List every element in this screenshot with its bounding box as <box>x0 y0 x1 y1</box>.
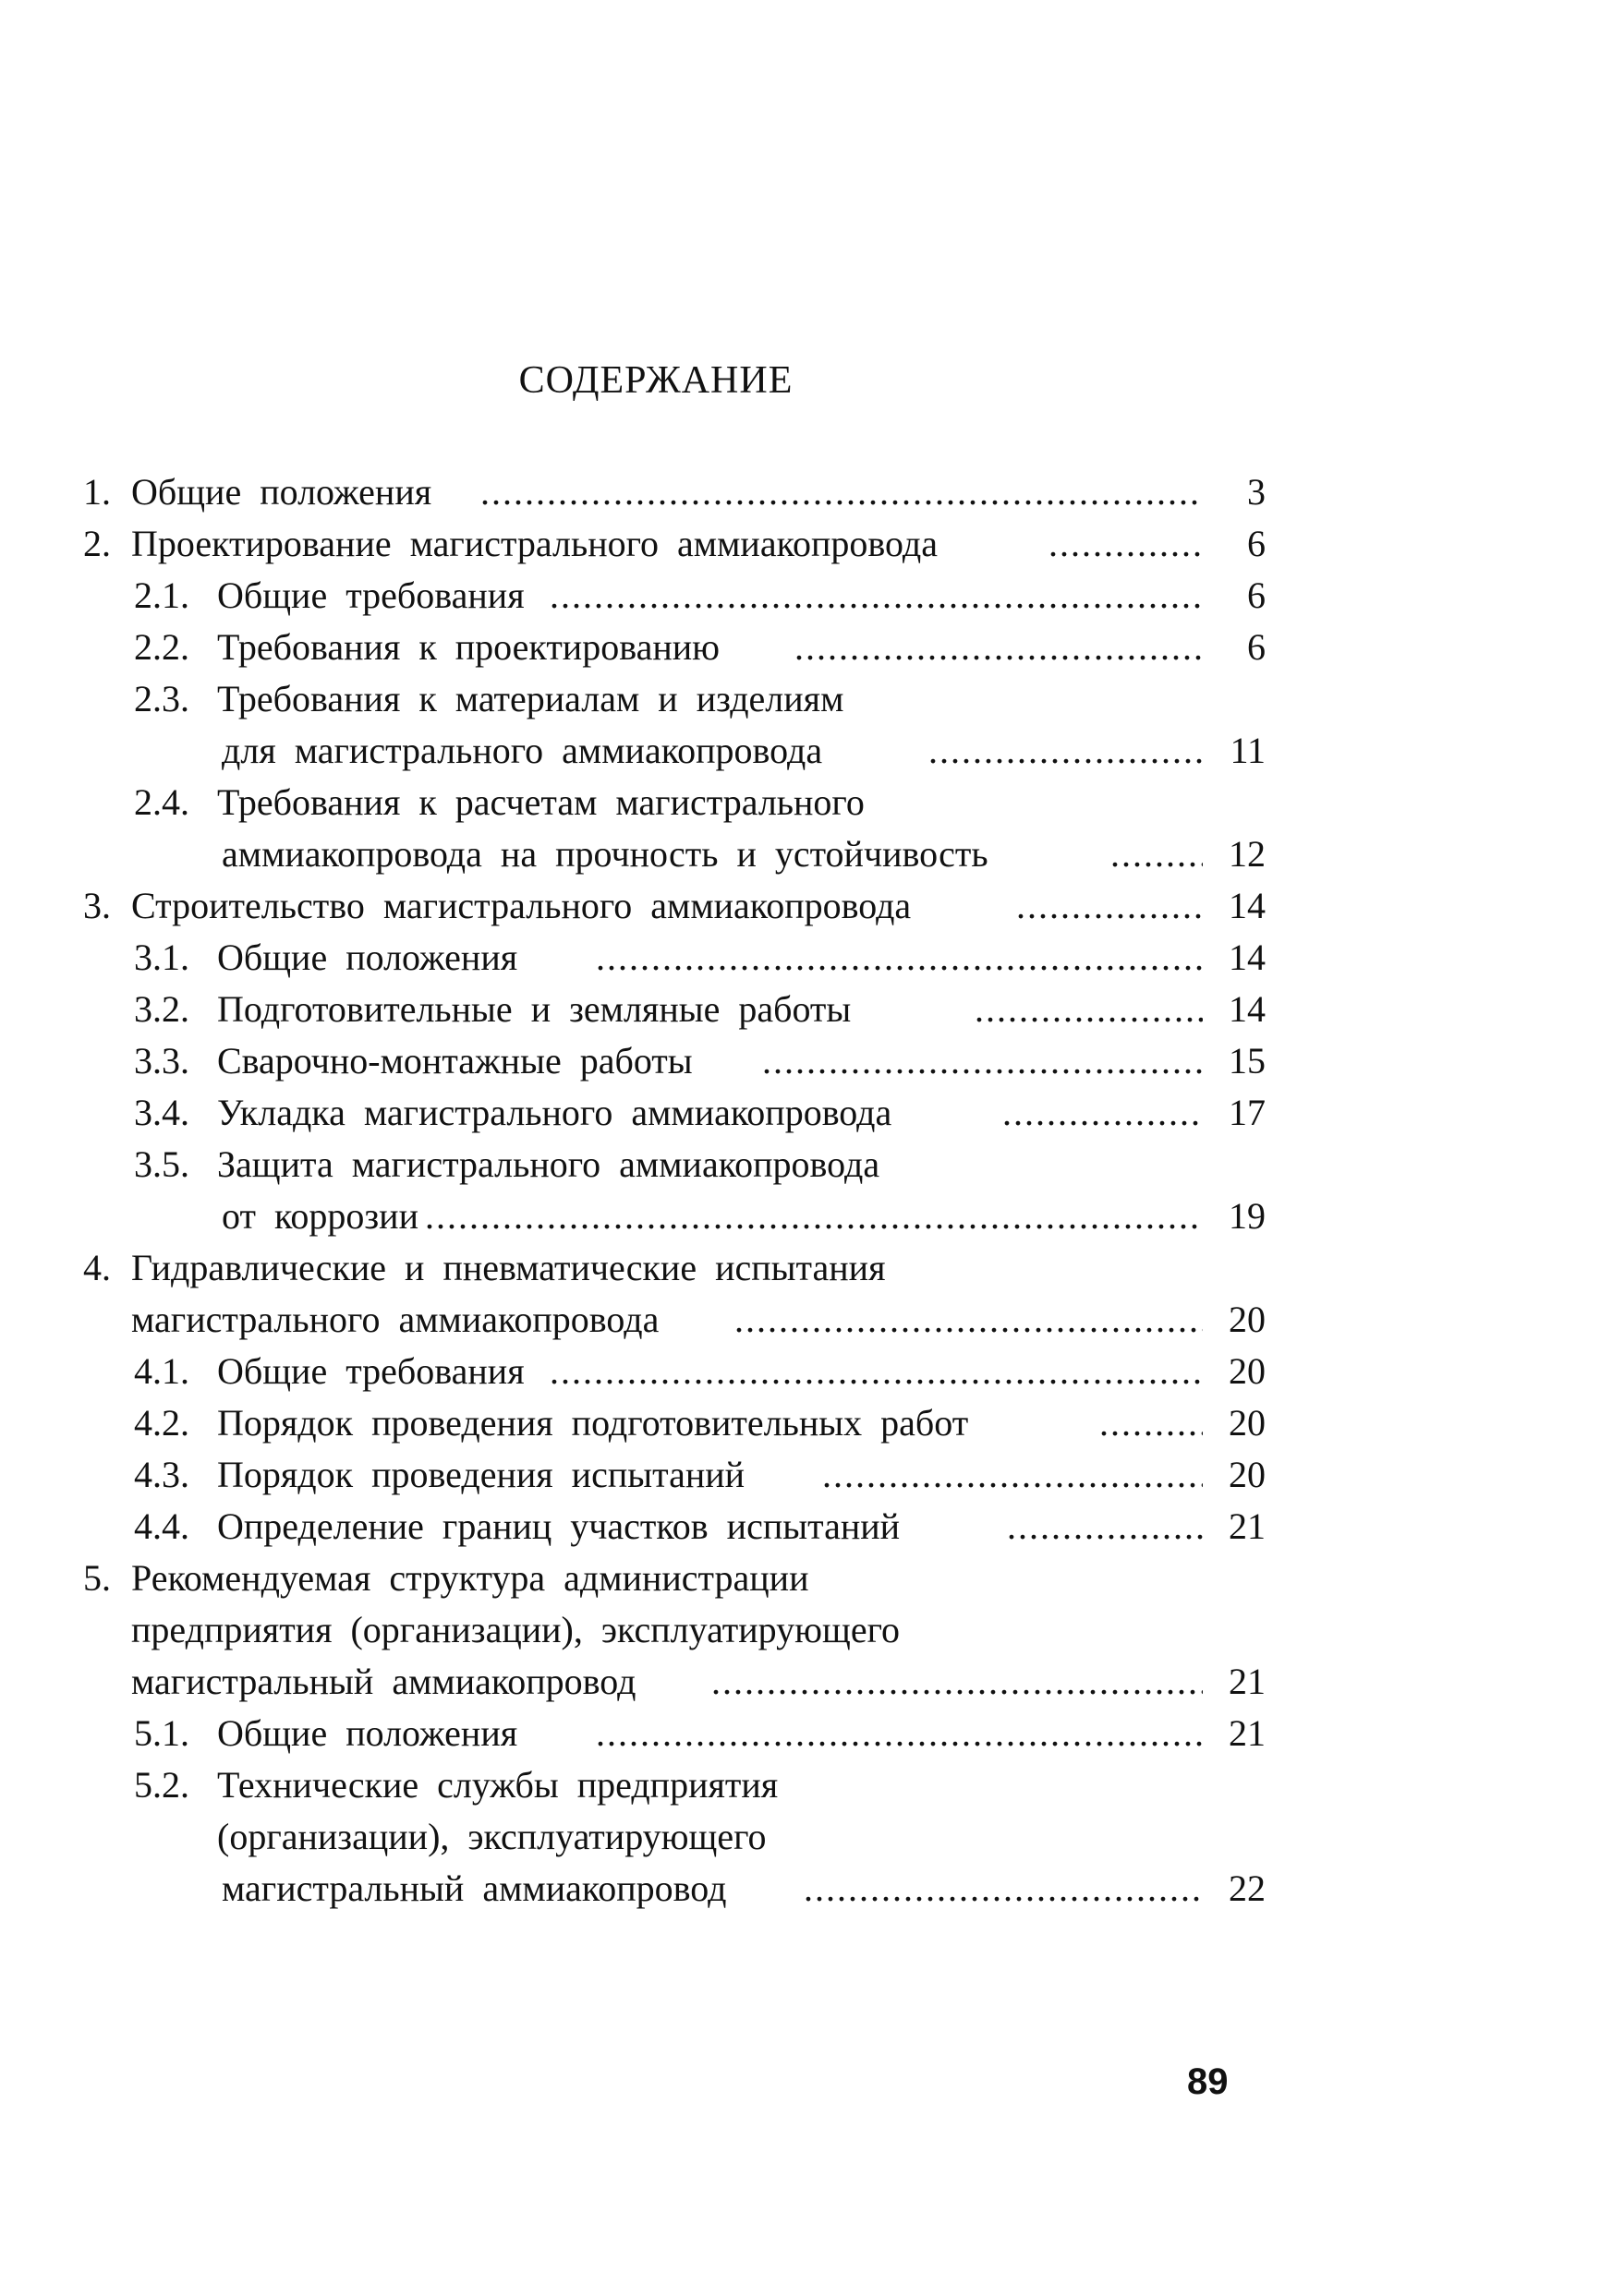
toc-leader-dots <box>480 466 1203 518</box>
toc-entry-3-4 <box>83 1087 1266 1139</box>
toc-entry-title-cont: от коррозии <box>222 1195 418 1237</box>
toc-entry-2-3 <box>83 673 1266 725</box>
toc-leader-dots <box>734 1294 1203 1346</box>
toc-entry-title-mid: предприятия (организации), эксплуатирующего <box>131 1609 900 1650</box>
toc-entry-page: 20 <box>1229 1350 1266 1392</box>
toc-entry-number: 5.2. <box>134 1764 189 1806</box>
toc-entry-number: 3.1. <box>134 937 189 978</box>
toc-leader-dots <box>1048 518 1203 570</box>
toc-leader-dots <box>1110 828 1203 880</box>
toc-entry-page: 6 <box>1247 523 1266 564</box>
toc-leader-dots <box>762 1035 1203 1087</box>
toc-entry-page: 15 <box>1229 1040 1266 1082</box>
toc-entry-title: Защита магистрального аммиакопровода <box>217 1143 880 1185</box>
toc-entry-number: 4.4. <box>134 1505 189 1547</box>
toc-leader-dots <box>804 1863 1203 1915</box>
toc-entry-2-1 <box>83 570 1266 622</box>
toc-entry-number: 2. <box>83 523 111 564</box>
toc-entry-2-4 <box>83 777 1266 828</box>
toc-entry-page: 20 <box>1229 1299 1266 1340</box>
toc-entry-title: Порядок проведения подготовительных работ <box>217 1402 969 1444</box>
toc-entry-title: Определение границ участков испытаний <box>217 1505 901 1547</box>
toc-entry-4-3 <box>83 1449 1266 1501</box>
toc-entry-number: 4. <box>83 1247 111 1288</box>
toc-entry-number: 3.3. <box>134 1040 189 1082</box>
toc-entry-title: Сварочно-монтажные работы <box>217 1040 693 1082</box>
toc-entry-number: 5.1. <box>134 1712 189 1754</box>
toc-entry-title: Технические службы предприятия <box>217 1764 779 1806</box>
toc-entry-title: Требования к расчетам магистрального <box>217 781 865 823</box>
toc-entry-title: Требования к материалам и изделиям <box>217 678 844 719</box>
toc-leader-dots <box>596 1708 1203 1759</box>
toc-entry-5 <box>83 1553 1266 1604</box>
toc-leader-dots <box>1007 1501 1203 1553</box>
toc-leader-dots <box>1002 1087 1203 1139</box>
toc-entry-title: Проектирование магистрального аммиакопровода <box>131 523 938 564</box>
toc-leader-dots <box>550 1346 1203 1397</box>
toc-entry-2-4-cont <box>83 828 1266 880</box>
toc-entry-title: Общие требования <box>217 574 525 616</box>
toc-entry-number: 2.2. <box>134 626 189 668</box>
toc-entry-page: 20 <box>1229 1402 1266 1444</box>
toc-entry-title: Рекомендуемая структура администрации <box>131 1557 809 1599</box>
toc-entry-title: Укладка магистрального аммиакопровода <box>217 1092 892 1133</box>
toc-leader-dots <box>1016 880 1203 932</box>
toc-entry-title-cont: для магистрального аммиакопровода <box>222 730 823 771</box>
toc-entry-number: 4.3. <box>134 1454 189 1495</box>
toc-entry-3-5-cont <box>83 1190 1266 1242</box>
toc-entry-title-cont: магистральный аммиакопровод <box>131 1661 636 1702</box>
toc-entry-number: 4.1. <box>134 1350 189 1392</box>
toc-entry-5-2-mid <box>83 1811 1266 1863</box>
toc-entry-title: Гидравлические и пневматические испытания <box>131 1247 886 1288</box>
toc-entry-5-cont <box>83 1656 1266 1708</box>
toc-entry-title-cont: магистрального аммиакопровода <box>131 1299 660 1340</box>
toc-entry-title: Строительство магистрального аммиакопровода <box>131 885 912 926</box>
toc-entry-3-3 <box>83 1035 1266 1087</box>
toc-entry-number: 1. <box>83 471 111 513</box>
toc-leader-dots <box>550 570 1203 622</box>
toc-entry-page: 3 <box>1247 471 1266 513</box>
toc-entry-number: 2.3. <box>134 678 189 719</box>
toc-entry-number: 3.5. <box>134 1143 189 1185</box>
toc-entry-page: 14 <box>1229 885 1266 926</box>
toc-entry-3-5 <box>83 1139 1266 1190</box>
toc-leader-dots <box>822 1449 1203 1501</box>
toc-entry-number: 2.4. <box>134 781 189 823</box>
toc-leader-dots <box>425 1190 1203 1242</box>
toc-entry-title-mid: (организации), эксплуатирующего <box>217 1816 767 1857</box>
toc-entry-2-3-cont <box>83 725 1266 777</box>
toc-entry-5-1 <box>83 1708 1266 1759</box>
toc-entry-4-2 <box>83 1397 1266 1449</box>
toc-entry-title: Требования к проектированию <box>217 626 721 668</box>
toc-leader-dots <box>794 622 1203 673</box>
toc-entry-title: Подготовительные и земляные работы <box>217 988 852 1030</box>
toc-entry-2-2 <box>83 622 1266 673</box>
toc-entry-3-1 <box>83 932 1266 984</box>
toc-entry-page: 14 <box>1229 988 1266 1030</box>
toc-entry-number: 4.2. <box>134 1402 189 1444</box>
toc-leader-dots <box>1099 1397 1203 1449</box>
page-number: 89 <box>1187 2061 1229 2102</box>
toc-entry-title: Общие требования <box>217 1350 525 1392</box>
toc-entry-title: Общие положения <box>131 471 432 513</box>
toc-entry-page: 22 <box>1229 1867 1266 1909</box>
toc-entry-page: 6 <box>1247 574 1266 616</box>
toc-entry-4-cont <box>83 1294 1266 1346</box>
toc-entry-2 <box>83 518 1266 570</box>
toc-entry-title: Общие положения <box>217 1712 518 1754</box>
toc-entry-page: 12 <box>1229 833 1266 875</box>
toc-entry-page: 19 <box>1229 1195 1266 1237</box>
toc-entry-page: 20 <box>1229 1454 1266 1495</box>
toc-entry-number: 5. <box>83 1557 111 1599</box>
toc-leader-dots <box>975 984 1203 1035</box>
toc-entry-3 <box>83 880 1266 932</box>
toc-entry-5-2 <box>83 1759 1266 1811</box>
toc-entry-number: 3.4. <box>134 1092 189 1133</box>
toc-entry-5-mid <box>83 1604 1266 1656</box>
toc-entry-page: 11 <box>1230 730 1266 771</box>
toc-entry-title: Общие положения <box>217 937 518 978</box>
toc-entry-4-1 <box>83 1346 1266 1397</box>
toc-entry-number: 3. <box>83 885 111 926</box>
toc-leader-dots <box>596 932 1203 984</box>
toc-entry-4-4 <box>83 1501 1266 1553</box>
toc-entry-number: 2.1. <box>134 574 189 616</box>
toc-entry-page: 14 <box>1229 937 1266 978</box>
toc-entry-page: 17 <box>1229 1092 1266 1133</box>
toc-leader-dots <box>711 1656 1203 1708</box>
toc-entry-title-cont: магистральный аммиакопровод <box>222 1867 727 1909</box>
toc-entry-1 <box>83 466 1266 518</box>
toc-entry-title: Порядок проведения испытаний <box>217 1454 745 1495</box>
toc-entry-page: 21 <box>1229 1712 1266 1754</box>
toc-heading: СОДЕРЖАНИЕ <box>518 359 794 402</box>
toc-leader-dots <box>928 725 1203 777</box>
toc-entry-page: 21 <box>1229 1505 1266 1547</box>
toc-entry-page: 21 <box>1229 1661 1266 1702</box>
toc-entry-number: 3.2. <box>134 988 189 1030</box>
toc-entry-5-2-cont <box>83 1863 1266 1915</box>
toc-entry-page: 6 <box>1247 626 1266 668</box>
toc-entry-4 <box>83 1242 1266 1294</box>
toc-entry-title-cont: аммиакопровода на прочность и устойчивость <box>222 833 988 875</box>
toc-entry-3-2 <box>83 984 1266 1035</box>
